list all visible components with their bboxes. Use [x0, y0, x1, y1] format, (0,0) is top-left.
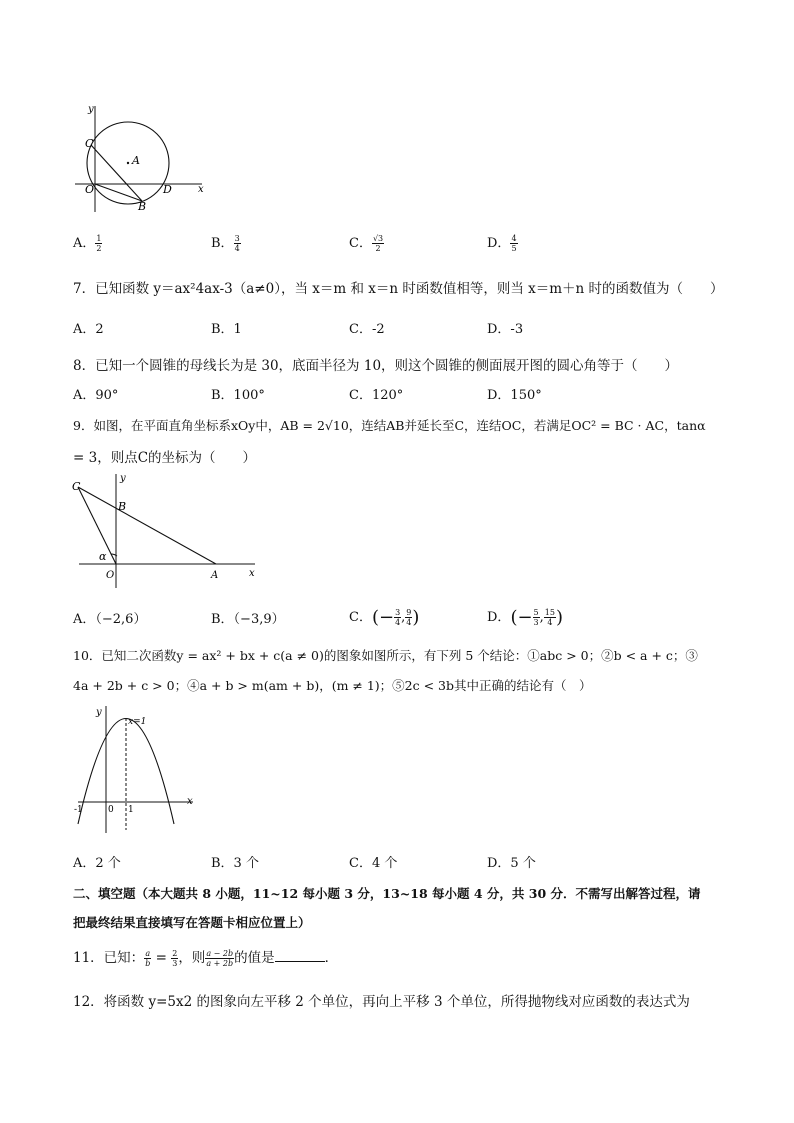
numerator: a − 2b [206, 949, 234, 958]
q11-end: ． [324, 950, 339, 966]
q8-text: 8．已知一个圆锥的母线长为是 30，底面半径为 10，则这个圆锥的侧面展开图的圆心角等于（ ） [73, 358, 679, 374]
fraction [533, 608, 540, 627]
numerator: 4 [511, 234, 517, 243]
option-label: D． [487, 236, 511, 251]
fraction [544, 608, 556, 627]
q10-option-d[interactable]: D．5 个 [487, 856, 536, 871]
option-label: C． [349, 610, 372, 625]
fig9-o: O [106, 570, 115, 581]
denominator: 3 [172, 959, 178, 968]
fig10-one: 1 [128, 805, 134, 815]
option-label: B． [211, 236, 234, 251]
numerator: a [145, 949, 151, 958]
denominator: 3 [533, 618, 539, 627]
q7-option-a[interactable]: A．2 [73, 322, 104, 337]
fig6-c: C [85, 137, 94, 150]
answer-blank[interactable] [275, 949, 325, 962]
fig6-d: D [163, 183, 172, 196]
fig6-b: B [138, 200, 147, 213]
fig6-a: A [132, 154, 140, 167]
q11-prefix: 11．已知： [73, 950, 145, 966]
fraction [372, 234, 384, 253]
fig10-zero: 0 [108, 805, 114, 815]
fig6-o: O [85, 183, 95, 196]
fraction [95, 234, 102, 253]
option-label: D． [487, 610, 511, 625]
numerator: 9 [406, 608, 412, 617]
denominator: b [145, 959, 151, 968]
denominator: 2 [96, 244, 102, 253]
denominator: 5 [511, 244, 517, 253]
fraction [205, 949, 234, 968]
fig10-x: x [187, 796, 193, 807]
fig9-a: A [211, 570, 219, 581]
fig10-y: y [96, 707, 102, 718]
equals: = [151, 950, 172, 966]
denominator: 4 [547, 618, 553, 627]
denominator: 2 [375, 244, 381, 253]
fig10-axis-label: x=1 [128, 717, 147, 727]
q12-text: 12．将函数 y=5x2 的图象向左平移 2 个单位，再向上平移 3 个单位，所得抛物线对应函数的表达式为 [73, 994, 690, 1010]
q6-option-c[interactable] [349, 232, 384, 253]
section2-line1: 二、填空题（本大题共 8 小题，11~12 每小题 3 分，13~18 每小题 4 分，共 30 分．不需写出解答过程，请 [73, 886, 701, 901]
fraction [510, 234, 517, 253]
q9-option-d[interactable]: D．(− $\frac{5}{3}$ , $\frac{15}{4}$ ) [487, 607, 563, 628]
q10-option-a[interactable]: A．2 个 [73, 856, 121, 871]
fig9-c: C [72, 480, 81, 493]
center-dot [127, 162, 129, 164]
q7-option-c[interactable]: C．-2 [349, 322, 385, 337]
fig9-b: B [118, 500, 127, 513]
q6-option-d[interactable] [487, 232, 518, 253]
close-paren: ) [555, 607, 563, 628]
q11-text [73, 946, 338, 968]
numerator: 2 [172, 949, 178, 958]
numerator: √3 [372, 234, 384, 243]
q11-mid: ，则 [178, 950, 206, 966]
q8-option-b[interactable]: B．100° [211, 388, 265, 403]
q6-option-b[interactable] [211, 232, 241, 253]
q9-option-b[interactable]: B．（−3,9） [211, 612, 285, 627]
fig9-y: y [120, 473, 126, 484]
q10-parabola-figure [68, 700, 198, 835]
line-co [78, 487, 116, 564]
q11-suffix: 的值是 [234, 950, 275, 966]
denominator: 4 [406, 618, 412, 627]
q9-line2: = 3，则点C的坐标为（ ） [73, 450, 257, 466]
q7-option-b[interactable]: B．1 [211, 322, 242, 337]
q9-option-c[interactable]: C．(− $\frac{3}{4}$ , $\frac{9}{4}$ ) [349, 607, 420, 628]
q7-option-d[interactable]: D．-3 [487, 322, 524, 337]
numerator: 3 [395, 608, 401, 617]
denominator: 4 [395, 618, 401, 627]
fig9-alpha: α [99, 550, 107, 563]
option-label: A． [73, 236, 96, 251]
numerator: 15 [544, 608, 555, 617]
q6-option-a[interactable] [73, 232, 102, 253]
q9-option-a[interactable]: A．（−2,6） [73, 612, 147, 627]
close-paren: ) [412, 607, 420, 628]
denominator: 4 [234, 244, 240, 253]
numerator: 1 [96, 234, 102, 243]
section2-line2: 把最终结果直接填写在答题卡相应位置上） [73, 915, 311, 930]
denominator: a + 2b [206, 959, 234, 968]
q9-line1: 9．如图，在平面直角坐标系xOy中，AB = 2√10，连结AB并延长至C，连结OC，若满足OC² = BC · AC，tanα [73, 418, 706, 433]
q10-line1: 10．已知二次函数y = ax² + bx + c(a ≠ 0)的图象如图所示，有下列 5 个结论：①abc > 0；②b < a + c；③ [73, 648, 698, 663]
fig10-neg1: -1 [74, 805, 83, 815]
q8-option-d[interactable]: D．150° [487, 388, 542, 403]
open-paren: (− [510, 607, 533, 628]
q8-option-c[interactable]: C．120° [349, 388, 404, 403]
q10-line2: 4a + 2b + c > 0；④a + b > m(am + b)，(m ≠ 1)；⑤2c < 3b其中正确的结论有（ ） [73, 678, 592, 693]
fraction [394, 608, 401, 627]
numerator: 3 [234, 234, 240, 243]
fig9-x: x [249, 568, 255, 579]
numerator: 5 [533, 608, 539, 617]
q7-text: 7．已知函数 y＝ax²4ax-3（a≠0），当 x＝m 和 x＝n 时函数值相等，则当 x＝m＋n 时的函数值为（ ） [73, 281, 724, 297]
q8-option-a[interactable]: A．90° [73, 388, 119, 403]
open-paren: (− [371, 607, 395, 628]
fig6-y: y [88, 104, 94, 115]
fig6-x: x [198, 184, 204, 195]
q10-option-c[interactable]: C．4 个 [349, 856, 398, 871]
fraction [234, 234, 241, 253]
q9-figure [65, 468, 265, 590]
q10-option-b[interactable]: B．3 个 [211, 856, 259, 871]
q6-circle-figure [70, 100, 210, 215]
option-label: C． [349, 236, 372, 251]
